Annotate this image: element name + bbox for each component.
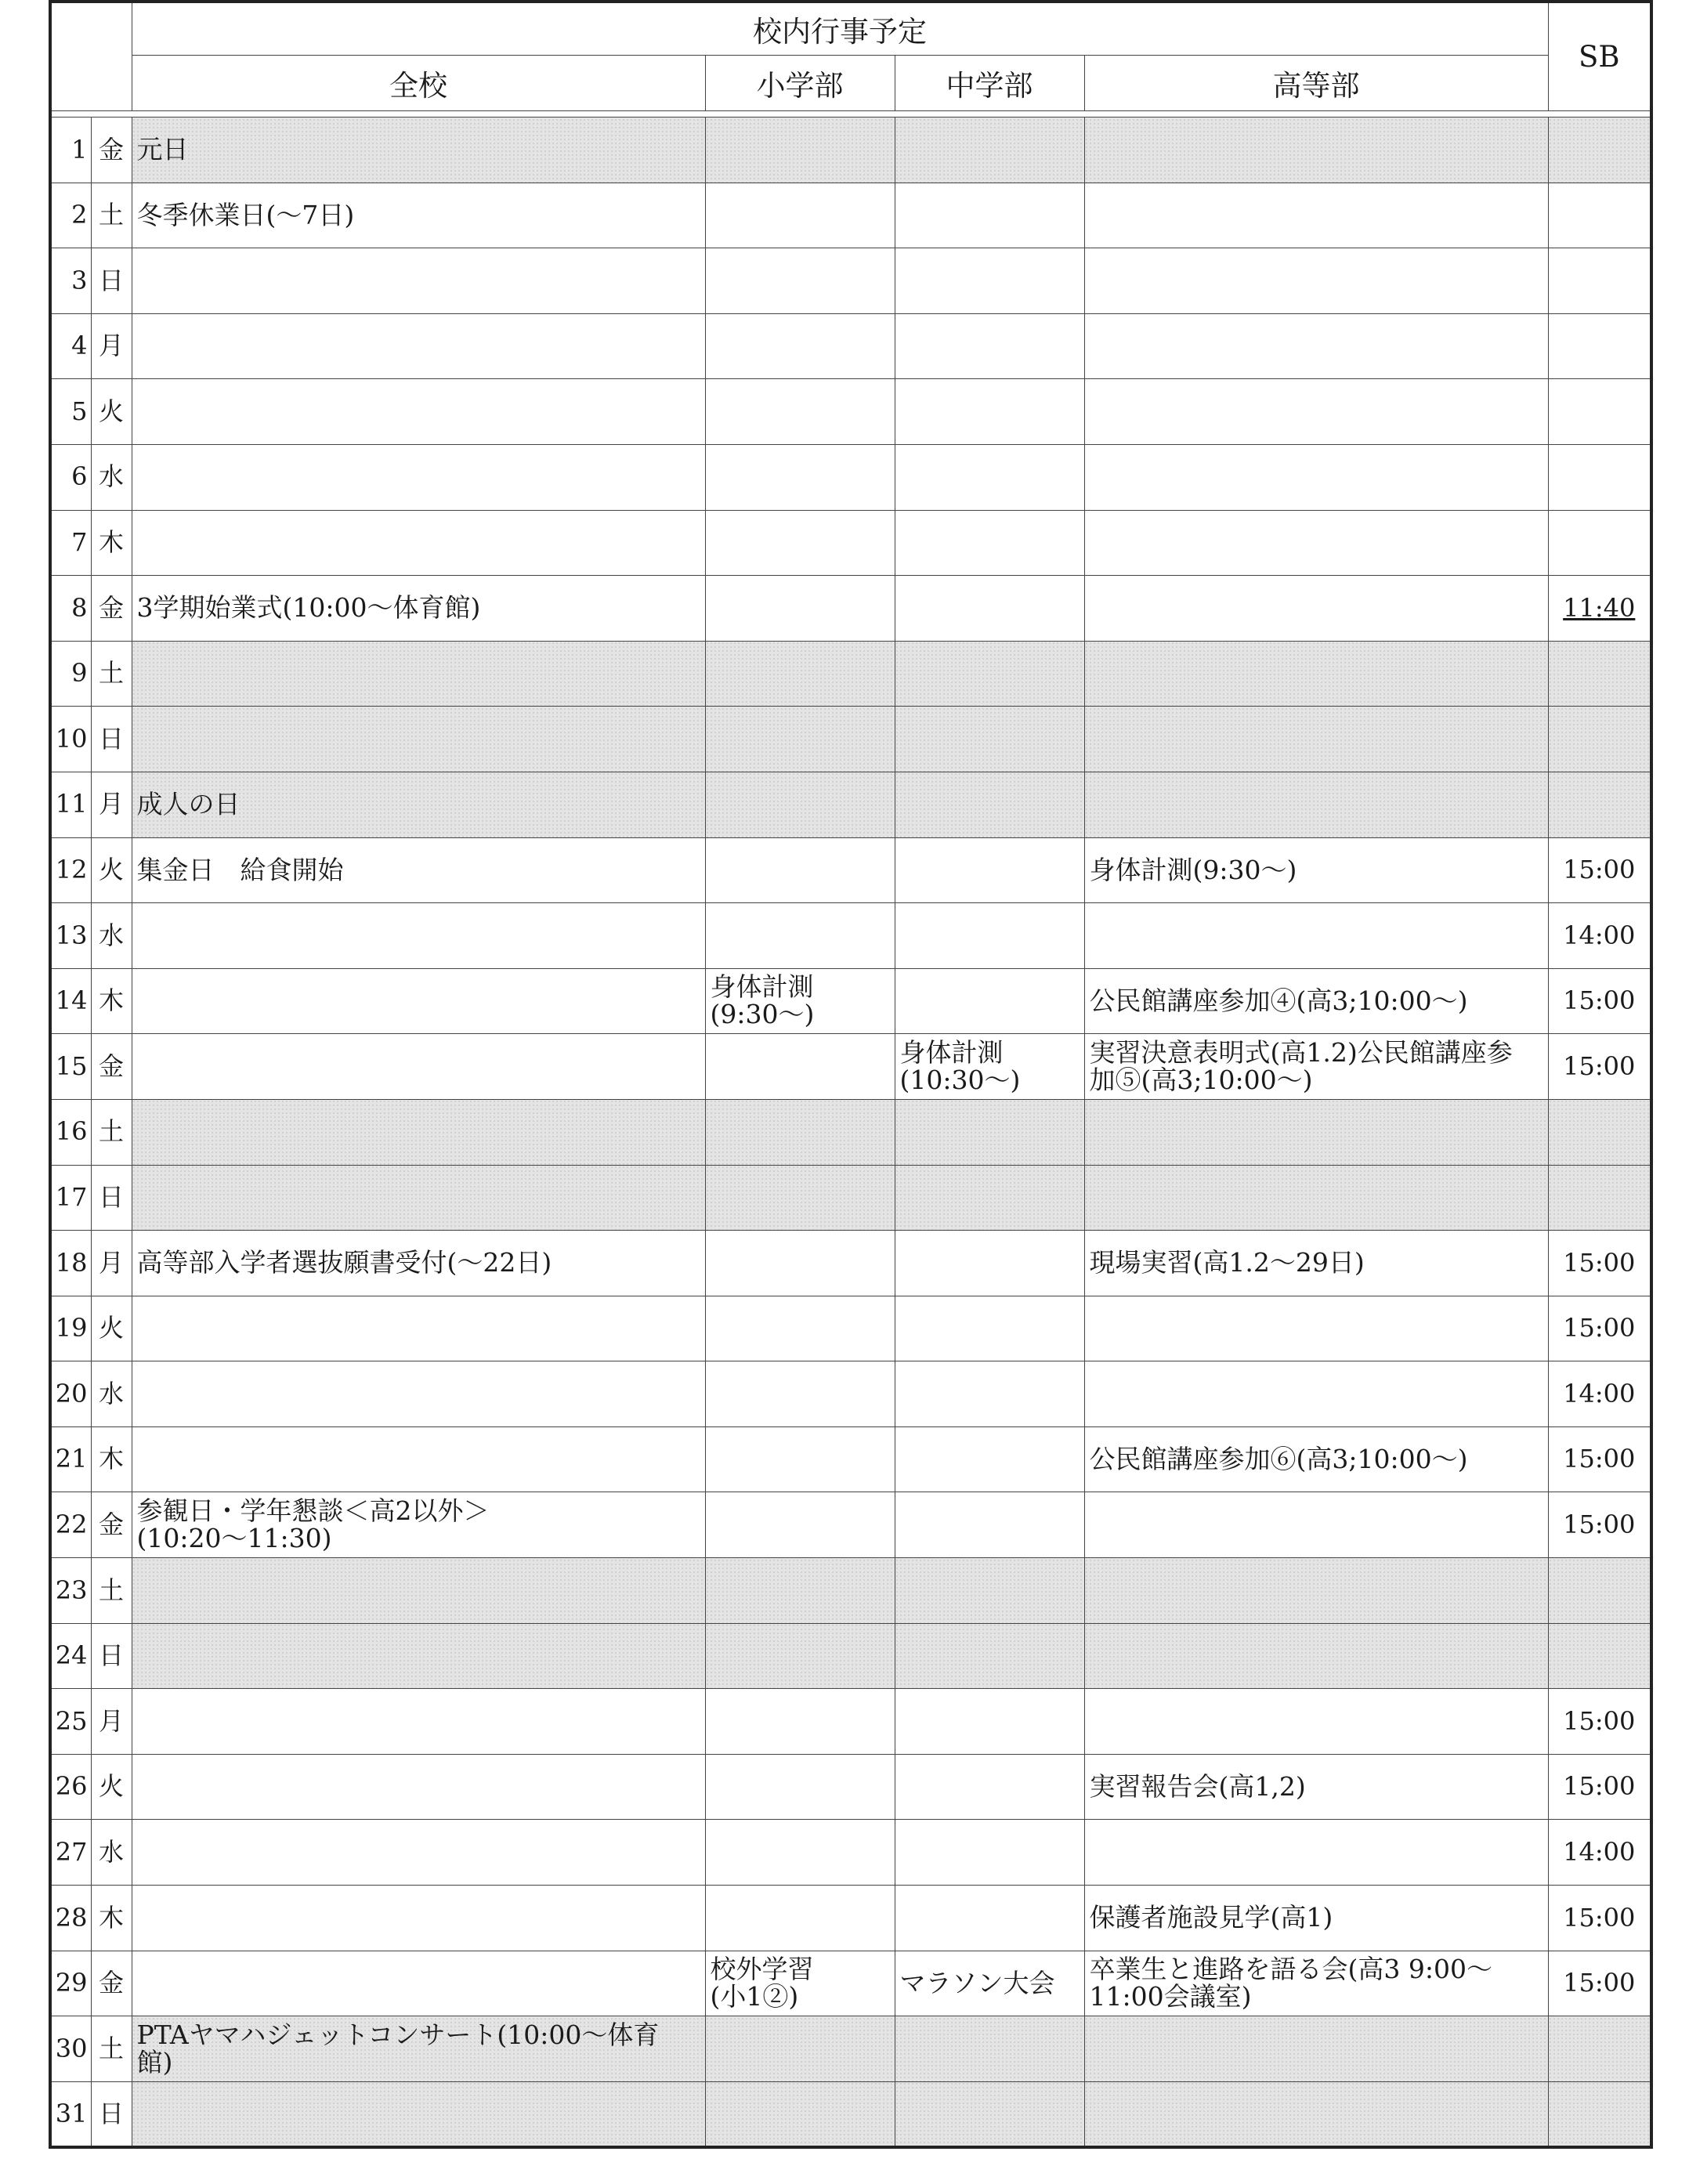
cell-all-school — [132, 968, 705, 1034]
cell-sb: 15:00 — [1548, 1034, 1651, 1100]
cell-all-school — [132, 1361, 705, 1427]
cell-senior — [1084, 2081, 1548, 2147]
cell-junior — [895, 2016, 1084, 2082]
cell-sb: 14:00 — [1548, 1820, 1651, 1886]
table-row — [50, 576, 1651, 642]
cell-junior — [895, 1231, 1084, 1296]
cell-sb: 11:40 — [1548, 576, 1651, 642]
weekday: 土 — [91, 183, 132, 248]
cell-junior: マラソン大会 — [895, 1951, 1084, 2016]
cell-elementary — [705, 1886, 895, 1951]
cell-all-school — [132, 641, 705, 707]
cell-sb — [1548, 1623, 1651, 1689]
cell-senior — [1084, 641, 1548, 707]
cell-all-school — [132, 2081, 705, 2147]
table-row — [50, 183, 1651, 248]
cell-junior: 身体計測 (10:30〜) — [895, 1034, 1084, 1100]
day-number: 1 — [50, 118, 91, 183]
weekday: 土 — [91, 1099, 132, 1165]
cell-junior — [895, 837, 1084, 903]
cell-junior — [895, 1754, 1084, 1820]
weekday: 月 — [91, 1689, 132, 1755]
cell-all-school — [132, 903, 705, 969]
day-number: 26 — [50, 1754, 91, 1820]
table-row — [50, 1231, 1651, 1296]
cell-all-school: PTAヤマハジェットコンサート(10:00〜体育 館) — [132, 2016, 705, 2082]
table-row — [50, 1820, 1651, 1886]
day-number: 27 — [50, 1820, 91, 1886]
cell-sb — [1548, 444, 1651, 510]
cell-senior — [1084, 903, 1548, 969]
cell-junior — [895, 510, 1084, 576]
cell-senior — [1084, 1361, 1548, 1427]
cell-senior: 実習決意表明式(高1.2)公民館講座参 加⑤(高3;10:00〜) — [1084, 1034, 1548, 1100]
day-number: 18 — [50, 1231, 91, 1296]
cell-all-school — [132, 1296, 705, 1361]
cell-all-school — [132, 1099, 705, 1165]
cell-all-school: 成人の日 — [132, 772, 705, 837]
cell-junior — [895, 444, 1084, 510]
weekday: 月 — [91, 772, 132, 837]
cell-sb: 15:00 — [1548, 1689, 1651, 1755]
table-row — [50, 1951, 1651, 2016]
day-number: 12 — [50, 837, 91, 903]
schedule-header — [50, 2, 1651, 118]
cell-elementary — [705, 1492, 895, 1558]
cell-senior — [1084, 2016, 1548, 2082]
table-row — [50, 1361, 1651, 1427]
cell-elementary — [705, 510, 895, 576]
table-row — [50, 248, 1651, 314]
cell-sb: 15:00 — [1548, 1426, 1651, 1492]
table-row — [50, 903, 1651, 969]
weekday: 木 — [91, 1426, 132, 1492]
cell-all-school: 高等部入学者選抜願書受付(〜22日) — [132, 1231, 705, 1296]
cell-elementary — [705, 772, 895, 837]
cell-sb — [1548, 248, 1651, 314]
table-row — [50, 1099, 1651, 1165]
cell-elementary — [705, 444, 895, 510]
cell-junior — [895, 1426, 1084, 1492]
day-number: 16 — [50, 1099, 91, 1165]
cell-sb: 15:00 — [1548, 1754, 1651, 1820]
cell-senior: 公民館講座参加⑥(高3;10:00〜) — [1084, 1426, 1548, 1492]
cell-elementary — [705, 248, 895, 314]
table-row — [50, 1623, 1651, 1689]
day-number: 25 — [50, 1689, 91, 1755]
cell-all-school — [132, 1034, 705, 1100]
cell-elementary — [705, 1296, 895, 1361]
day-number: 15 — [50, 1034, 91, 1100]
table-row — [50, 1426, 1651, 1492]
header-corner-cell — [50, 2, 132, 111]
cell-elementary — [705, 379, 895, 445]
cell-sb: 15:00 — [1548, 1951, 1651, 2016]
cell-senior — [1084, 118, 1548, 183]
day-number: 6 — [50, 444, 91, 510]
weekday: 土 — [91, 641, 132, 707]
cell-senior — [1084, 379, 1548, 445]
cell-senior — [1084, 1820, 1548, 1886]
cell-junior — [895, 576, 1084, 642]
cell-sb — [1548, 1165, 1651, 1231]
cell-senior: 保護者施設見学(高1) — [1084, 1886, 1548, 1951]
day-number: 11 — [50, 772, 91, 837]
cell-senior: 公民館講座参加④(高3;10:00〜) — [1084, 968, 1548, 1034]
cell-senior — [1084, 248, 1548, 314]
table-row — [50, 1558, 1651, 1624]
weekday: 金 — [91, 1951, 132, 2016]
cell-junior — [895, 1361, 1084, 1427]
cell-elementary — [705, 1820, 895, 1886]
weekday: 水 — [91, 1820, 132, 1886]
table-row — [50, 118, 1651, 183]
cell-sb — [1548, 1099, 1651, 1165]
day-number: 31 — [50, 2081, 91, 2147]
cell-elementary — [705, 1034, 895, 1100]
cell-all-school — [132, 1951, 705, 2016]
weekday: 日 — [91, 2081, 132, 2147]
cell-sb — [1548, 510, 1651, 576]
cell-senior: 身体計測(9:30〜) — [1084, 837, 1548, 903]
cell-sb: 15:00 — [1548, 1231, 1651, 1296]
cell-senior — [1084, 707, 1548, 772]
weekday: 金 — [91, 576, 132, 642]
schedule-body — [50, 118, 1651, 2147]
day-number: 14 — [50, 968, 91, 1034]
cell-all-school — [132, 510, 705, 576]
weekday: 木 — [91, 968, 132, 1034]
cell-senior — [1084, 1558, 1548, 1624]
cell-all-school — [132, 1426, 705, 1492]
cell-senior — [1084, 1623, 1548, 1689]
cell-junior — [895, 379, 1084, 445]
table-row — [50, 641, 1651, 707]
day-number: 29 — [50, 1951, 91, 2016]
cell-elementary — [705, 1165, 895, 1231]
cell-senior: 卒業生と進路を語る会(高3 9:00〜 11:00会議室) — [1084, 1951, 1548, 2016]
cell-sb — [1548, 2016, 1651, 2082]
cell-elementary — [705, 118, 895, 183]
cell-all-school — [132, 444, 705, 510]
cell-elementary — [705, 1754, 895, 1820]
day-number: 23 — [50, 1558, 91, 1624]
day-number: 4 — [50, 313, 91, 379]
cell-junior — [895, 707, 1084, 772]
weekday: 日 — [91, 248, 132, 314]
cell-elementary — [705, 576, 895, 642]
weekday: 火 — [91, 1296, 132, 1361]
cell-senior — [1084, 576, 1548, 642]
day-number: 7 — [50, 510, 91, 576]
cell-elementary — [705, 1231, 895, 1296]
cell-elementary — [705, 903, 895, 969]
cell-elementary — [705, 1689, 895, 1755]
cell-sb — [1548, 379, 1651, 445]
weekday: 日 — [91, 707, 132, 772]
cell-elementary: 校外学習 (小1②) — [705, 1951, 895, 2016]
cell-junior — [895, 2081, 1084, 2147]
weekday: 火 — [91, 1754, 132, 1820]
cell-sb — [1548, 1558, 1651, 1624]
table-row — [50, 379, 1651, 445]
day-number: 5 — [50, 379, 91, 445]
weekday: 火 — [91, 837, 132, 903]
weekday: 木 — [91, 510, 132, 576]
cell-elementary — [705, 707, 895, 772]
table-row — [50, 1165, 1651, 1231]
school-event-schedule-table — [49, 0, 1653, 2149]
table-row — [50, 2081, 1651, 2147]
cell-elementary — [705, 1361, 895, 1427]
cell-sb — [1548, 313, 1651, 379]
cell-elementary — [705, 1426, 895, 1492]
weekday: 水 — [91, 444, 132, 510]
cell-senior — [1084, 1689, 1548, 1755]
day-number: 22 — [50, 1492, 91, 1558]
cell-elementary — [705, 1558, 895, 1624]
cell-junior — [895, 183, 1084, 248]
cell-senior: 現場実習(高1.2〜29日) — [1084, 1231, 1548, 1296]
cell-elementary — [705, 641, 895, 707]
table-row — [50, 772, 1651, 837]
cell-sb — [1548, 183, 1651, 248]
weekday: 金 — [91, 118, 132, 183]
cell-junior — [895, 1165, 1084, 1231]
table-row — [50, 1689, 1651, 1755]
cell-junior — [895, 1689, 1084, 1755]
cell-sb — [1548, 118, 1651, 183]
cell-junior — [895, 1820, 1084, 1886]
weekday: 日 — [91, 1623, 132, 1689]
cell-senior — [1084, 183, 1548, 248]
cell-senior — [1084, 1296, 1548, 1361]
cell-junior — [895, 248, 1084, 314]
weekday: 土 — [91, 1558, 132, 1624]
cell-all-school — [132, 1623, 705, 1689]
cell-sb: 14:00 — [1548, 903, 1651, 969]
cell-all-school: 3学期始業式(10:00〜体育館) — [132, 576, 705, 642]
cell-sb: 15:00 — [1548, 968, 1651, 1034]
cell-all-school — [132, 707, 705, 772]
column-header-all: 全校 — [132, 56, 705, 111]
weekday: 水 — [91, 1361, 132, 1427]
cell-sb — [1548, 2081, 1651, 2147]
cell-senior — [1084, 1165, 1548, 1231]
cell-elementary — [705, 837, 895, 903]
cell-sb: 15:00 — [1548, 1296, 1651, 1361]
cell-all-school: 集金日 給食開始 — [132, 837, 705, 903]
cell-all-school — [132, 1754, 705, 1820]
cell-junior — [895, 1886, 1084, 1951]
cell-all-school — [132, 379, 705, 445]
weekday: 月 — [91, 313, 132, 379]
cell-junior — [895, 313, 1084, 379]
cell-sb — [1548, 641, 1651, 707]
cell-all-school — [132, 1820, 705, 1886]
cell-sb: 14:00 — [1548, 1361, 1651, 1427]
cell-elementary — [705, 2016, 895, 2082]
cell-all-school: 元日 — [132, 118, 705, 183]
cell-senior — [1084, 772, 1548, 837]
cell-sb: 15:00 — [1548, 837, 1651, 903]
day-number: 24 — [50, 1623, 91, 1689]
header-gap — [50, 111, 1651, 118]
column-header-sb: SB — [1548, 2, 1651, 111]
table-row — [50, 968, 1651, 1034]
table-row — [50, 313, 1651, 379]
day-number: 21 — [50, 1426, 91, 1492]
cell-junior — [895, 903, 1084, 969]
day-number: 17 — [50, 1165, 91, 1231]
cell-senior — [1084, 444, 1548, 510]
cell-junior — [895, 1623, 1084, 1689]
cell-all-school — [132, 1689, 705, 1755]
cell-junior — [895, 641, 1084, 707]
day-number: 19 — [50, 1296, 91, 1361]
column-header-junior: 中学部 — [895, 56, 1084, 111]
cell-senior — [1084, 1099, 1548, 1165]
cell-sb: 15:00 — [1548, 1886, 1651, 1951]
day-number: 13 — [50, 903, 91, 969]
weekday: 金 — [91, 1034, 132, 1100]
table-row — [50, 510, 1651, 576]
cell-junior — [895, 968, 1084, 1034]
cell-senior — [1084, 1492, 1548, 1558]
day-number: 3 — [50, 248, 91, 314]
table-row — [50, 1886, 1651, 1951]
cell-elementary — [705, 1099, 895, 1165]
weekday: 土 — [91, 2016, 132, 2082]
cell-senior: 実習報告会(高1,2) — [1084, 1754, 1548, 1820]
table-row — [50, 1754, 1651, 1820]
table-row — [50, 1296, 1651, 1361]
weekday: 火 — [91, 379, 132, 445]
cell-elementary — [705, 2081, 895, 2147]
cell-all-school — [132, 248, 705, 314]
cell-sb — [1548, 707, 1651, 772]
group-title: 校内行事予定 — [132, 2, 1548, 56]
cell-elementary: 身体計測 (9:30〜) — [705, 968, 895, 1034]
weekday: 日 — [91, 1165, 132, 1231]
cell-senior — [1084, 510, 1548, 576]
table-row — [50, 1492, 1651, 1558]
cell-junior — [895, 1099, 1084, 1165]
column-header-senior: 高等部 — [1084, 56, 1548, 111]
day-number: 20 — [50, 1361, 91, 1427]
cell-junior — [895, 1558, 1084, 1624]
cell-all-school: 参観日・学年懇談＜高2以外＞ (10:20〜11:30) — [132, 1492, 705, 1558]
cell-junior — [895, 772, 1084, 837]
cell-all-school — [132, 1165, 705, 1231]
cell-elementary — [705, 313, 895, 379]
cell-all-school: 冬季休業日(〜7日) — [132, 183, 705, 248]
table-row — [50, 1034, 1651, 1100]
day-number: 8 — [50, 576, 91, 642]
weekday: 月 — [91, 1231, 132, 1296]
day-number: 2 — [50, 183, 91, 248]
cell-all-school — [132, 313, 705, 379]
cell-sb: 15:00 — [1548, 1492, 1651, 1558]
weekday: 木 — [91, 1886, 132, 1951]
table-row — [50, 707, 1651, 772]
cell-all-school — [132, 1558, 705, 1624]
cell-junior — [895, 1492, 1084, 1558]
table-row — [50, 444, 1651, 510]
table-row — [50, 837, 1651, 903]
day-number: 10 — [50, 707, 91, 772]
weekday: 水 — [91, 903, 132, 969]
weekday: 金 — [91, 1492, 132, 1558]
cell-junior — [895, 118, 1084, 183]
cell-junior — [895, 1296, 1084, 1361]
cell-senior — [1084, 313, 1548, 379]
cell-sb — [1548, 772, 1651, 837]
column-header-elementary: 小学部 — [705, 56, 895, 111]
day-number: 28 — [50, 1886, 91, 1951]
cell-all-school — [132, 1886, 705, 1951]
day-number: 30 — [50, 2016, 91, 2082]
day-number: 9 — [50, 641, 91, 707]
cell-elementary — [705, 1623, 895, 1689]
table-row — [50, 2016, 1651, 2082]
schedule-sheet — [49, 0, 1653, 2149]
cell-elementary — [705, 183, 895, 248]
